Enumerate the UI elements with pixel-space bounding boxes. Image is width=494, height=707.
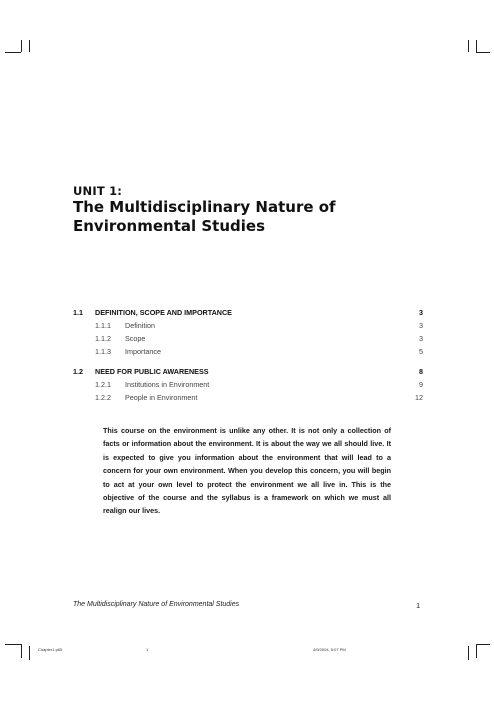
toc-subsection [73, 319, 423, 332]
toc-subsection [73, 378, 423, 391]
toc-subsection-page: 5 [419, 347, 423, 356]
crop-mark [5, 52, 21, 53]
toc-section-number: 1.2 [73, 367, 83, 376]
toc-subsection-title: Scope [125, 334, 146, 343]
unit-title: The Multidisciplinary Nature of Environmental Studies [73, 198, 336, 235]
footer-running-title: The Multidisciplinary Nature of Environmental Studies [73, 601, 240, 608]
toc-section-page: 8 [419, 367, 423, 376]
toc-subsection-number: 1.1.3 [95, 347, 111, 356]
crop-mark [29, 646, 30, 660]
toc-section [73, 365, 423, 378]
table-of-contents [73, 306, 423, 404]
toc-section [73, 306, 423, 319]
toc-section-page: 3 [419, 308, 423, 317]
toc-subsection [73, 332, 423, 345]
toc-subsection-title: Importance [125, 347, 161, 356]
crop-mark [468, 40, 469, 52]
toc-subsection-page: 3 [419, 321, 423, 330]
toc-subsection-number: 1.2.1 [95, 380, 111, 389]
slug-date: 4/9/2004, 5:07 PM [313, 647, 346, 652]
toc-subsection-number: 1.1.1 [95, 321, 111, 330]
toc-subsection-page: 9 [419, 380, 423, 389]
toc-section-title: DEFINITION, SCOPE AND IMPORTANCE [95, 308, 232, 317]
toc-subsection-page: 12 [415, 393, 423, 402]
toc-subsection [73, 345, 423, 358]
toc-section-number: 1.1 [73, 308, 83, 317]
crop-mark [21, 40, 22, 52]
unit-label: UNIT 1: [73, 184, 123, 198]
toc-subsection [73, 391, 423, 404]
toc-subsection-page: 3 [419, 334, 423, 343]
slug-page-number: 1 [146, 647, 149, 652]
toc-subsection-title: Institutions in Environment [125, 380, 210, 389]
toc-section-title: NEED FOR PUBLIC AWARENESS [95, 367, 209, 376]
toc-subsection-number: 1.1.2 [95, 334, 111, 343]
crop-mark [29, 40, 30, 52]
toc-subsection-number: 1.2.2 [95, 393, 111, 402]
crop-mark [476, 644, 490, 645]
crop-mark [476, 40, 477, 52]
toc-subsection-title: Definition [125, 321, 155, 330]
crop-mark [476, 52, 490, 53]
crop-mark [468, 646, 469, 660]
footer-page-number: 1 [416, 601, 421, 610]
crop-mark [476, 644, 477, 658]
toc-subsection-title: People in Environment [125, 393, 198, 402]
slug-file-name: Chapter1.p65 [38, 647, 63, 652]
crop-mark [5, 644, 21, 645]
crop-mark [21, 644, 22, 658]
intro-paragraph: This course on the environment is unlike any other. It is not only a collection of facts or information about the environment. It is about the way we all should live. It is expected to give you information about the environment that will lead to a concern for your own environment. When you develop this concern, you will begin to act at your own level to protect the environment we all live in. This is the objective of the course and the syllabus is a framework on which we must all realign our lives. [103, 426, 391, 516]
